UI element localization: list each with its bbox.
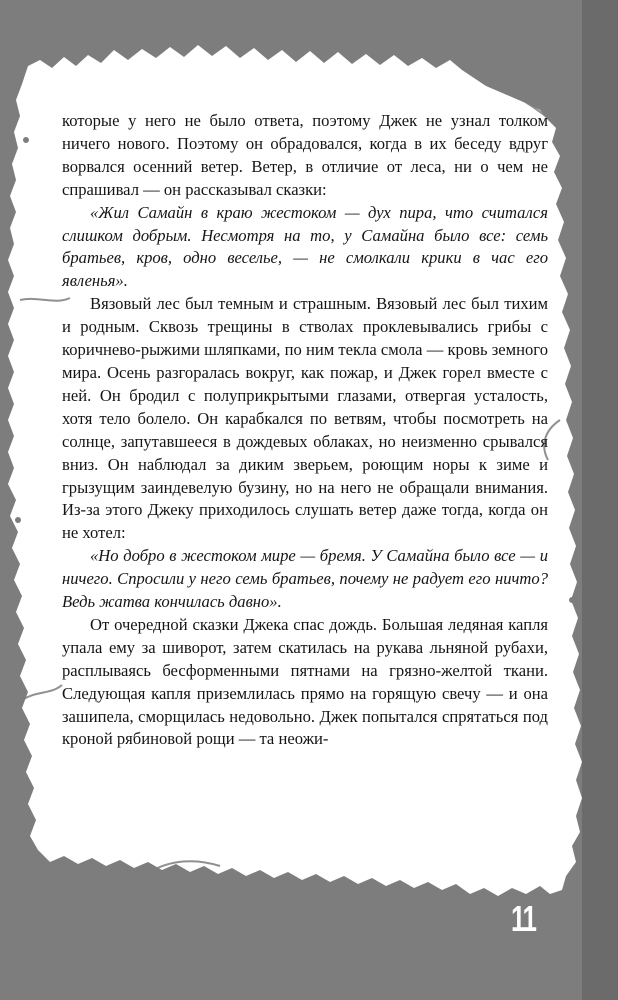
paragraph: которые у него не было ответа, поэтому Джек не узнал толком ничего нового. Поэтому он обрадовался, когда в их беседу вдруг ворвался осенний ветер. Ветер, в отличие от леса, ни о чем не спрашивал — он рассказывал сказки: [62,111,548,199]
paragraph: От очередной сказки Джека спас дождь. Большая ледяная капля упала ему за шиворот, затем скатилась на рукава льняной рубахи, расплываясь бесформенными пятнами на грязно-желтой ткани. Следующая капля приземлилась прямо на горящую свечу — и она зашипела, сморщилась недовольно. Джек попытался спрятаться под кроной рябиновой рощи — та неожи- [62,614,548,749]
quote-paragraph: «Жил Самайн в краю жестоком — дух пира, что считался слишком добрым. Несмотря на то, у Самайна было все: семь братьев, кров, одно веселье, — не смолкали крики в час его явленья». [62,202,548,291]
page-number: 11 [511,898,536,939]
paragraph: Вязовый лес был темным и страшным. Вязовый лес был тихим и родным. Сквозь трещины в стволах проклевывались грибы с коричнево-рыжими шляпками, по ним текла смола — кровь земного мира. Осень разгоралась вокруг, как пожар, и Джек горел вместе с ней. Он бродил с полуприкрытыми глазами, отвергая усталость, хотя тело болело. Он карабкался по ветвям, чтобы посмотреть на солнце, запутавшееся в дождевых облаках, но неизменно срывался вниз. Он наблюдал за диким зверьем, роющим норы к зиме и грызущим заиндевелую бузину, но на него не обращали внимания. Из-за этого Джеку приходилось слушать ветер даже тогда, когда он не хотел: [62,294,548,543]
quote-paragraph: «Но добро в жестоком мире — бремя. У Самайна было все — и ничего. Спросили у него семь братьев, почему не радует его ничто? Ведь жатва кончилась давно». [62,546,548,612]
book-page-text [62,110,548,751]
